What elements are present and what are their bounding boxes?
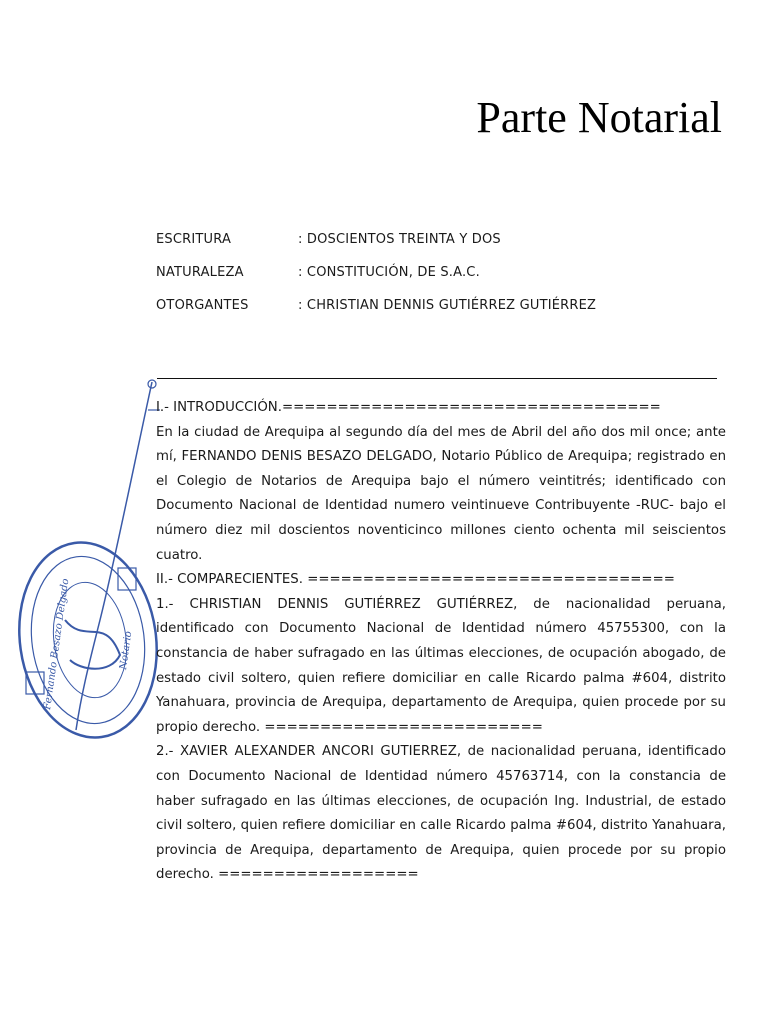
meta-value: : DOSCIENTOS TREINTA Y DOS — [298, 232, 501, 247]
meta-value: : CONSTITUCIÓN, DE S.A.C. — [298, 265, 480, 280]
paragraph-introduccion: En la ciudad de Arequipa al segundo día del mes de Abril del año dos mil once; ante mí, FERNANDO DENIS BESAZO DELGADO, Notario Público de Arequipa; registrado en el Colegio de Notarios de Arequipa bajo el número veintitrés; identificado con Documento Nacional de Identidad numero veintinueve Contribuyente -RUC- bajo el número diez mil doscientos noventicinco millones ciento ochenta mil seiscientos cuatro. — [156, 424, 726, 563]
paragraph-compareciente-2: 2.- XAVIER ALEXANDER ANCORI GUTIERREZ, de nacionalidad peruana, identificado con Documento Nacional de Identidad número 45763714, con la constancia de haber sufragado en las últimas elecciones, de ocupación Ing. Industrial, de estado civil soltero, quien refiere domiciliar en calle Ricardo palma #604, distrito Yanahuara, provincia de Arequipa, departamento de Arequipa, quien procede por su propio derecho. ================== — [156, 744, 726, 883]
paragraph-compareciente-1: 1.- CHRISTIAN DENNIS GUTIÉRREZ GUTIÉRREZ, de nacionalidad peruana, identificado con Documento Nacional de Identidad número 45755300, con la constancia de haber sufragado en las últimas elecciones, de ocupación abogado, de estado civil soltero, quien refiere domiciliar en calle Ricardo palma #604, distrito Yanahuara, provincia de Arequipa, departamento de Arequipa, quien procede por su propio derecho. ========================= — [156, 596, 726, 735]
meta-key: ESCRITURA — [156, 232, 232, 247]
notary-stamp-icon — [10, 370, 165, 760]
stamp-text-right: Notario — [118, 630, 135, 671]
section-heading-introduccion: I.- INTRODUCCIÓN.================================== — [156, 400, 661, 415]
stamp-text-left: Fernando Besazo Delgado — [42, 577, 72, 711]
meta-row-otorgantes — [156, 298, 726, 331]
meta-row-escritura — [156, 232, 726, 265]
section-heading-comparecientes: II.- COMPARECIENTES. ================================= — [156, 572, 675, 588]
meta-value: : CHRISTIAN DENNIS GUTIÉRREZ GUTIÉRREZ — [298, 298, 597, 313]
document-body — [156, 396, 726, 888]
document-title: Parte Notarial — [476, 93, 722, 142]
deed-metadata — [156, 232, 726, 331]
meta-key: OTORGANTES — [156, 298, 249, 313]
meta-key: NATURALEZA — [156, 265, 244, 280]
separator-rule — [157, 378, 717, 379]
meta-row-naturaleza — [156, 265, 726, 298]
